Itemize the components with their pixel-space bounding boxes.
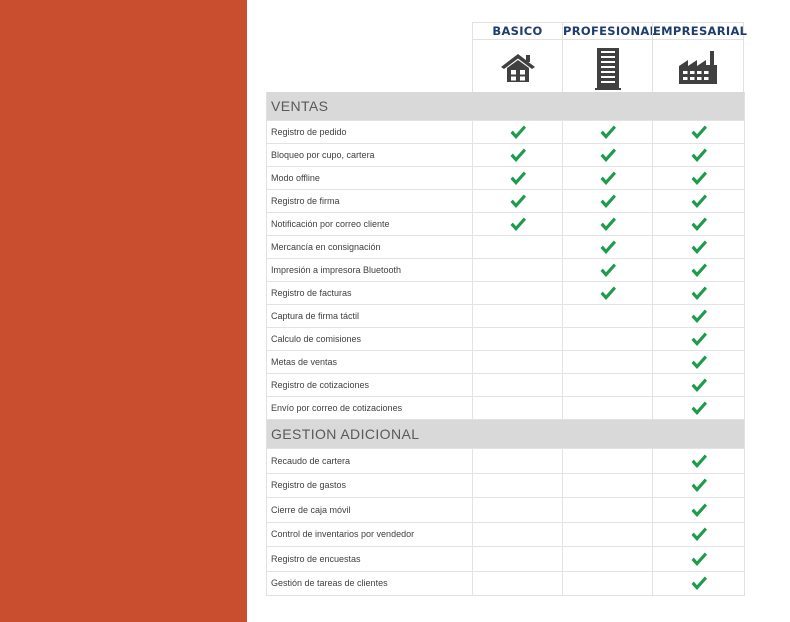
check-icon: [599, 285, 617, 301]
plan-cell-empresarial: [652, 374, 744, 396]
plan-cell-basico: [472, 351, 562, 373]
plan-cell-empresarial: [652, 498, 744, 522]
plans-header: [266, 22, 748, 92]
feature-row: [267, 258, 744, 281]
section-rows-gestion-adicional: [267, 448, 744, 595]
plan-name-empresarial: EMPRESARIAL: [653, 24, 748, 38]
section-gestion-adicional: [266, 420, 745, 596]
check-icon: [509, 124, 527, 140]
plan-cell-basico: [472, 474, 562, 498]
check-icon: [599, 193, 617, 209]
plan-name-profesional: PROFESIONAL: [563, 24, 658, 38]
feature-label: Registro de facturas: [271, 288, 352, 298]
check-icon: [690, 147, 708, 163]
plan-cell-profesional: [562, 474, 652, 498]
plan-cell-empresarial: [652, 449, 744, 473]
feature-row: [267, 373, 744, 396]
plan-cell-empresarial: [652, 572, 744, 596]
plan-cell-basico: [472, 236, 562, 258]
plan-cell-empresarial: [652, 190, 744, 212]
check-icon: [690, 575, 708, 591]
feature-label: Calculo de comisiones: [271, 334, 362, 344]
feature-row: [267, 143, 744, 166]
check-icon: [690, 331, 708, 347]
feature-label: Control de inventarios por vendedor: [271, 529, 415, 540]
plan-cell-empresarial: [652, 121, 744, 143]
plan-column-profesional: [562, 22, 658, 92]
feature-row: [267, 304, 744, 327]
plan-cell-basico: [472, 328, 562, 350]
check-icon: [599, 239, 617, 255]
plan-cell-basico: [472, 144, 562, 166]
check-icon: [509, 193, 527, 209]
feature-row: [267, 473, 744, 498]
office-building-icon: [593, 47, 623, 96]
plan-cell-basico: [472, 121, 562, 143]
check-icon: [690, 308, 708, 324]
feature-label: Bloqueo por cupo, cartera: [271, 150, 375, 160]
feature-row: [267, 497, 744, 522]
plan-cell-profesional: [562, 328, 652, 350]
plan-cell-empresarial: [652, 144, 744, 166]
plan-cell-profesional: [562, 236, 652, 258]
feature-label: Gestión de tareas de clientes: [271, 578, 388, 589]
check-icon: [599, 262, 617, 278]
plan-name-basico: BASICO: [473, 23, 562, 40]
check-icon: [690, 354, 708, 370]
feature-label: Registro de firma: [271, 196, 340, 206]
plan-cell-profesional: [562, 449, 652, 473]
feature-row: [267, 571, 744, 596]
feature-row: [267, 281, 744, 304]
plan-cell-basico: [472, 449, 562, 473]
feature-label: Registro de pedido: [271, 127, 347, 137]
feature-row: [267, 166, 744, 189]
plan-cell-basico: [472, 167, 562, 189]
plan-cell-profesional: [562, 572, 652, 596]
plan-cell-empresarial: [652, 167, 744, 189]
plan-cell-empresarial: [652, 397, 744, 419]
feature-label: Recaudo de cartera: [271, 455, 351, 466]
check-icon: [509, 147, 527, 163]
plan-cell-basico: [472, 572, 562, 596]
check-icon: [690, 477, 708, 493]
check-icon: [599, 170, 617, 186]
check-icon: [690, 526, 708, 542]
plan-column-empresarial: [652, 22, 748, 92]
feature-label: Impresión a impresora Bluetooth: [271, 265, 402, 275]
house-icon: [499, 50, 537, 89]
plan-cell-profesional: [562, 282, 652, 304]
feature-row: [267, 212, 744, 235]
feature-row: [267, 546, 744, 571]
plan-cell-basico: [472, 305, 562, 327]
plan-cell-profesional: [562, 190, 652, 212]
feature-row: [267, 235, 744, 258]
check-icon: [690, 216, 708, 232]
plan-cell-profesional: [562, 144, 652, 166]
plan-cell-profesional: [562, 547, 652, 571]
check-icon: [599, 147, 617, 163]
plan-cell-profesional: [562, 305, 652, 327]
section-ventas: [266, 92, 745, 420]
check-icon: [509, 170, 527, 186]
plan-cell-profesional: [562, 397, 652, 419]
plan-column-basico: [472, 22, 562, 92]
plan-cell-profesional: [562, 498, 652, 522]
header-spacer: [266, 22, 472, 92]
side-color-bar: [0, 0, 247, 622]
check-icon: [690, 170, 708, 186]
plan-cell-basico: [472, 282, 562, 304]
plan-cell-basico: [472, 498, 562, 522]
plan-cell-empresarial: [652, 328, 744, 350]
feature-row: [267, 350, 744, 373]
check-icon: [599, 216, 617, 232]
plan-cell-profesional: [562, 167, 652, 189]
feature-row: [267, 522, 744, 547]
feature-row: [267, 120, 744, 143]
check-icon: [509, 216, 527, 232]
factory-icon: [677, 50, 719, 91]
plan-cell-profesional: [562, 351, 652, 373]
check-icon: [690, 285, 708, 301]
check-icon: [690, 377, 708, 393]
plan-cell-empresarial: [652, 213, 744, 235]
plan-cell-basico: [472, 213, 562, 235]
feature-label: Registro de cotizaciones: [271, 380, 370, 390]
feature-row: [267, 327, 744, 350]
feature-row: [267, 189, 744, 212]
plan-cell-empresarial: [652, 259, 744, 281]
feature-label: Registro de encuestas: [271, 553, 361, 564]
plan-cell-profesional: [562, 121, 652, 143]
plan-cell-empresarial: [652, 523, 744, 547]
plan-cell-basico: [472, 547, 562, 571]
check-icon: [690, 124, 708, 140]
plan-cell-basico: [472, 523, 562, 547]
check-icon: [599, 124, 617, 140]
plan-cell-profesional: [562, 523, 652, 547]
section-rows-ventas: [267, 120, 744, 419]
feature-label: Cierre de caja móvil: [271, 504, 351, 515]
plan-cell-basico: [472, 374, 562, 396]
plan-cell-basico: [472, 190, 562, 212]
plan-comparison-table: [266, 22, 748, 596]
feature-label: Captura de firma táctil: [271, 311, 360, 321]
check-icon: [690, 453, 708, 469]
feature-label: Metas de ventas: [271, 357, 338, 367]
plan-cell-empresarial: [652, 351, 744, 373]
feature-label: Notificación por correo cliente: [271, 219, 390, 229]
feature-label: Registro de gastos: [271, 480, 347, 491]
feature-label: Envío por correo de cotizaciones: [271, 403, 403, 413]
feature-row: [267, 448, 744, 473]
plan-cell-basico: [472, 397, 562, 419]
check-icon: [690, 193, 708, 209]
plan-cell-empresarial: [652, 236, 744, 258]
section-title-ventas: VENTAS: [267, 92, 744, 120]
plan-cell-empresarial: [652, 547, 744, 571]
check-icon: [690, 262, 708, 278]
plan-cell-profesional: [562, 259, 652, 281]
plan-cell-empresarial: [652, 474, 744, 498]
plan-cell-profesional: [562, 213, 652, 235]
feature-label: Modo offline: [271, 173, 320, 183]
plan-cell-basico: [472, 259, 562, 281]
check-icon: [690, 400, 708, 416]
feature-row: [267, 396, 744, 419]
check-icon: [690, 502, 708, 518]
plan-cell-profesional: [562, 374, 652, 396]
check-icon: [690, 551, 708, 567]
check-icon: [690, 239, 708, 255]
feature-label: Mercancía en consignación: [271, 242, 381, 252]
plan-cell-empresarial: [652, 305, 744, 327]
plan-cell-empresarial: [652, 282, 744, 304]
section-title-gestion-adicional: GESTION ADICIONAL: [267, 420, 744, 448]
